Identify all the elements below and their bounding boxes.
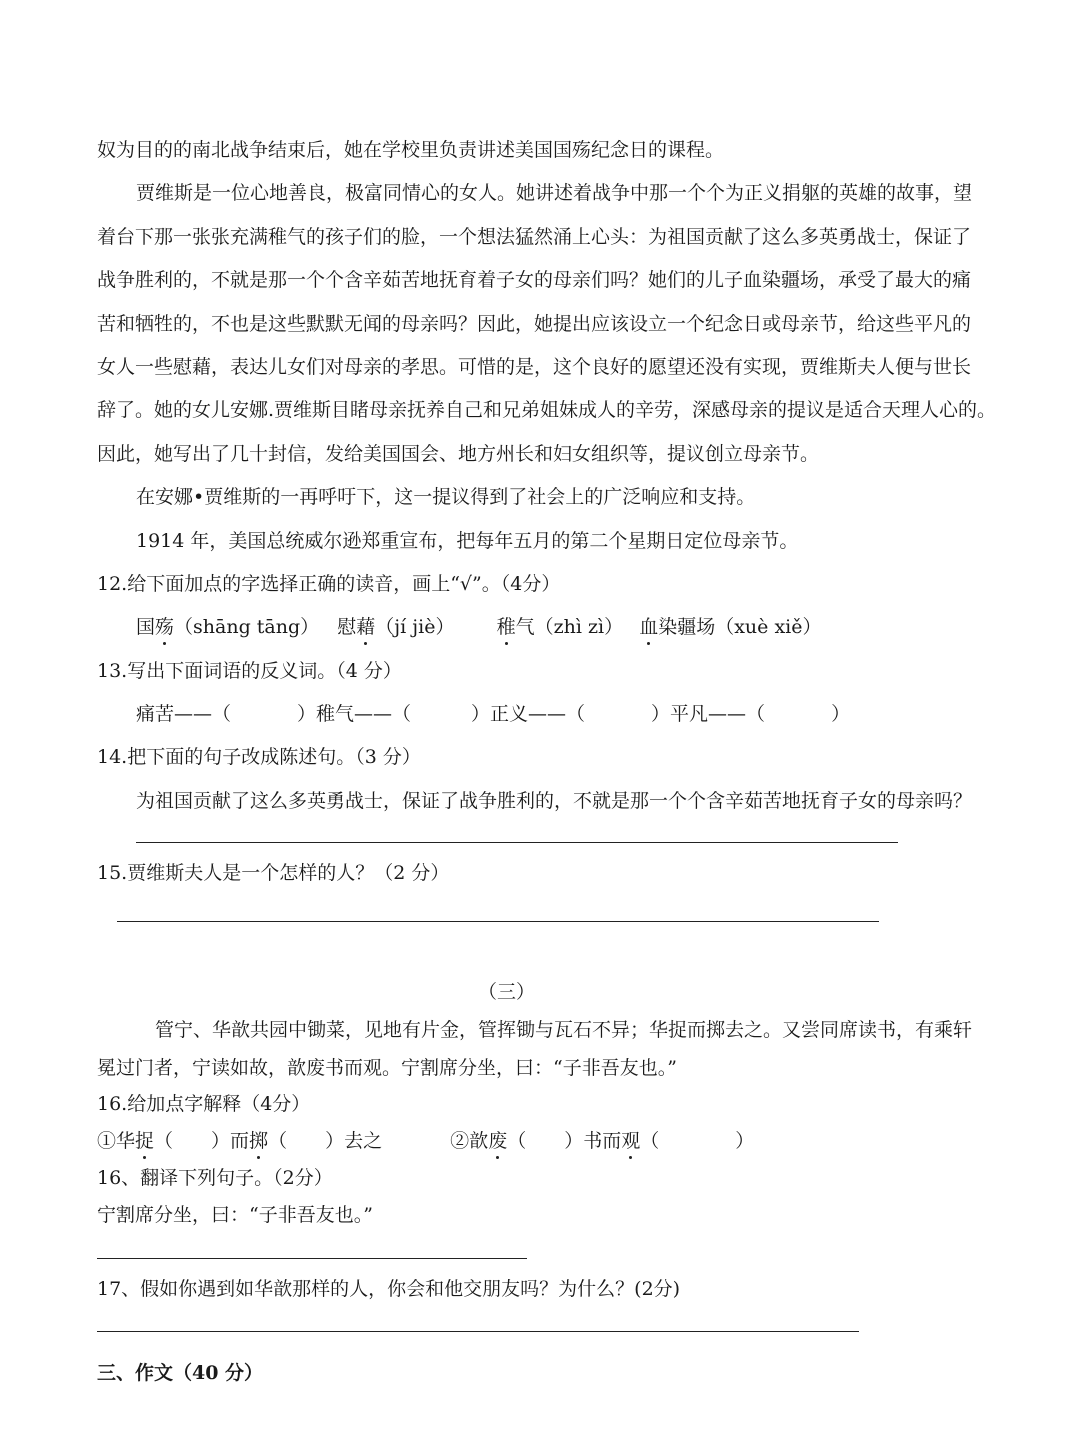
- q12-word2-a: 慰: [337, 616, 357, 638]
- question-15-prompt: 15.贾维斯夫人是一个怎样的人？（2 分）: [97, 862, 450, 884]
- q13-item-d: ）平凡——（: [651, 703, 766, 725]
- q12-word4-pinyin: （xuè xiě）: [715, 616, 822, 638]
- q12-word4-b: 染疆场: [658, 616, 716, 638]
- q12-word1-dotted: 殇: [155, 616, 175, 638]
- q15-answer-line[interactable]: [117, 921, 879, 922]
- section-3-passage-line-1: 管宁、华歆共园中锄菜，见地有片金，管挥锄与瓦石不异；华捉而掷去之。又尝同席读书，有乘轩: [155, 1019, 973, 1041]
- passage-line-4: 战争胜利的，不就是那一个个含辛茹苦地抚育着子女的母亲们吗？她们的儿子血染疆场，承受了最大的痛: [97, 269, 972, 291]
- question-16b-sentence: 宁割席分坐，曰：“子非吾友也。”: [97, 1204, 373, 1226]
- passage-line-2: 贾维斯是一位心地善良，极富同情心的女人。她讲述着战争中那一个个为正义捐躯的英雄的故事，望: [136, 182, 973, 204]
- q12-word1-a: 国: [136, 616, 156, 638]
- question-14-sentence: 为祖国贡献了这么多英勇战士，保证了战争胜利的，不就是那一个个含辛茹苦地抚育子女的母亲吗？: [136, 790, 973, 812]
- q13-item-a: 痛苦——（: [136, 703, 232, 725]
- q14-answer-line[interactable]: [136, 842, 898, 843]
- section-3-passage-line-2: 冕过门者，宁读如故，歆废书而观。宁割席分坐，曰：“子非吾友也。”: [97, 1057, 677, 1079]
- q16-item5-dotted: 观: [621, 1130, 641, 1152]
- q12-word2-pinyin: （jí jiè）: [375, 616, 455, 638]
- q13-item-e: ）: [831, 703, 851, 725]
- q12-word2-dotted: 藉: [356, 616, 376, 638]
- passage-line-3: 着台下那一张张充满稚气的孩子们的脸，一个想法猛然涌上心头：为祖国贡献了这么多英勇战士，保证了: [97, 226, 972, 248]
- q12-word3-dotted: 稚: [496, 616, 516, 638]
- q16-item4-prefix: ②歆: [450, 1130, 489, 1152]
- passage-line-10: 1914 年，美国总统威尔逊郑重宣布，把每年五月的第二个星期日定位母亲节。: [136, 530, 799, 552]
- passage-line-5: 苦和牺牲的，不也是这些默默无闻的母亲吗？因此，她提出应该设立一个纪念日或母亲节，给这些平凡的: [97, 313, 972, 335]
- question-12-words: [136, 615, 822, 639]
- question-16-prompt: 16.给加点字解释（4分）: [97, 1093, 311, 1115]
- question-16b-prompt: 16、翻译下列句子。（2分）: [97, 1167, 333, 1189]
- q16-item2-dotted: 掷: [249, 1130, 269, 1152]
- question-14-prompt: 14.把下面的句子改成陈述句。（3 分）: [97, 746, 421, 768]
- q16-item6-suffix: （ ）: [640, 1130, 755, 1152]
- q16b-answer-line[interactable]: [97, 1258, 527, 1259]
- q16-item2-prefix: （ ）而: [154, 1130, 250, 1152]
- question-13-prompt: 13.写出下面词语的反义词。（4 分）: [97, 660, 402, 682]
- q16-item5-prefix: （ ）书而: [507, 1130, 622, 1152]
- q16-item3-suffix: （ ）去之: [268, 1130, 383, 1152]
- section-3-heading: （三）: [478, 981, 536, 1003]
- q13-item-c: ）正义——（: [471, 703, 586, 725]
- q16-item1-prefix: ①华: [97, 1130, 136, 1152]
- q12-word1-pinyin: （shāng tāng）: [174, 616, 320, 638]
- question-12-prompt: 12.给下面加点的字选择正确的读音，画上“√”。（4分）: [97, 573, 561, 595]
- passage-line-9: 在安娜•贾维斯的一再呼吁下，这一提议得到了社会上的广泛响应和支持。: [136, 486, 756, 508]
- passage-line-1: 奴为目的的南北战争结束后，她在学校里负责讲述美国国殇纪念日的课程。: [97, 139, 725, 161]
- q17-answer-line[interactable]: [97, 1331, 859, 1332]
- q13-item-b: ）稚气——（: [297, 703, 412, 725]
- q12-word3-b: 气: [515, 616, 535, 638]
- passage-line-6: 女人一些慰藉，表达儿女们对母亲的孝思。可惜的是，这个良好的愿望还没有实现，贾维斯夫人便与世长: [97, 356, 972, 378]
- q12-word3-pinyin: （zhì zì）: [534, 616, 624, 638]
- question-13-answers: [136, 702, 850, 726]
- passage-line-7: 辞了。她的女儿安娜.贾维斯目睹母亲抚养自己和兄弟姐妹成人的辛劳，深感母亲的提议是适合天理人心的。: [97, 399, 997, 421]
- passage-line-8: 因此，她写出了几十封信，发给美国国会、地方州长和妇女组织等，提议创立母亲节。: [97, 443, 820, 465]
- q12-word4-dotted: 血: [639, 616, 659, 638]
- question-17-prompt: 17、假如你遇到如华歆那样的人，你会和他交朋友吗？为什么？(2分): [97, 1278, 681, 1300]
- part-3-heading: 三、作文（40 分）: [97, 1362, 264, 1384]
- q16-item4-dotted: 废: [488, 1130, 508, 1152]
- q16-item1-dotted: 捉: [135, 1130, 155, 1152]
- question-16-items: [97, 1129, 754, 1153]
